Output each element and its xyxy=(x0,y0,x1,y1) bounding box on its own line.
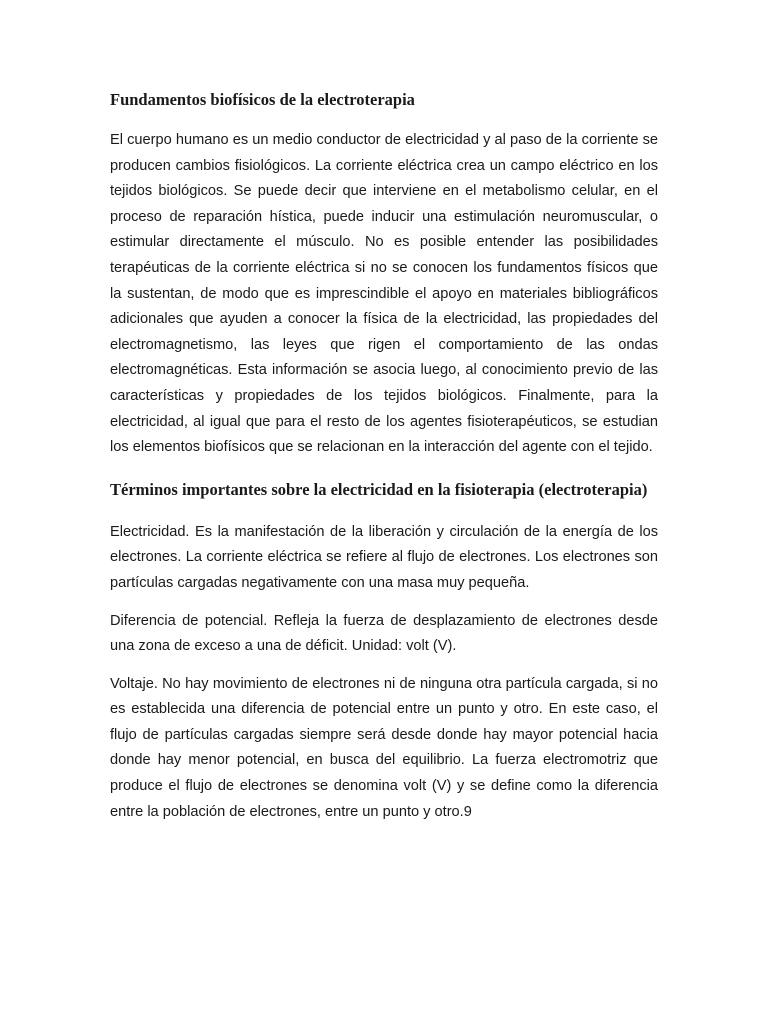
section-heading-terminos: Términos importantes sobre la electricidad en la fisioterapia (electroterapia) xyxy=(110,479,648,499)
paragraph-intro: El cuerpo humano es un medio conductor de electricidad y al paso de la corriente se producen cambios fisiológicos. La corriente eléctrica crea un campo eléctrico en los tejidos biológicos. Se puede decir que interviene en el metabolismo celular, en el proceso de reparación hística, puede inducir una estimulación neuromuscular, o estimular directamente el músculo. No es posible entender las posibilidades terapéuticas de la corriente eléctrica si no se conocen los fundamentos físicos que la sustentan, de modo que es imprescindible el apoyo en materiales bibliográficos adicionales que ayuden a conocer la física de la electricidad, las propiedades del electromagnetismo, las leyes que rigen el comportamiento de las ondas electromagnéticas. Esta información se asocia luego, al conocimiento previo de las características y propiedades de los tejidos biológicos. Finalmente, para la electricidad, al igual que para el resto de los agentes fisioterapéuticos, se estudian los elementos biofísicos que se relacionan en la interacción del agente con el tejido. xyxy=(110,132,658,456)
paragraph-electricidad: Electricidad. Es la manifestación de la liberación y circulación de la energía de los electrones. La corriente eléctrica se refiere al flujo de electrones. Los electrones son partículas cargadas negativamente con una masa muy pequeña. xyxy=(110,523,658,591)
paragraph-voltaje: Voltaje. No hay movimiento de electrones ni de ninguna otra partícula cargada, si no es establecida una diferencia de potencial entre un punto y otro. En este caso, el flujo de partículas cargadas siempre será desde donde hay mayor potencial hacia donde hay menor potencial, en busca del equilibrio. La fuerza electromotriz que produce el flujo de electrones se denomina volt (V) y se define como la diferencia entre la población de electrones, entre un punto y otro.9 xyxy=(110,675,658,820)
document-page xyxy=(110,85,658,825)
section-heading-fundamentos: Fundamentos biofísicos de la electroterapia xyxy=(110,90,415,109)
paragraph-diferencia-potencial: Diferencia de potencial. Refleja la fuerza de desplazamiento de electrones desde una zona de exceso a una de déficit. Unidad: volt (V). xyxy=(110,612,658,655)
